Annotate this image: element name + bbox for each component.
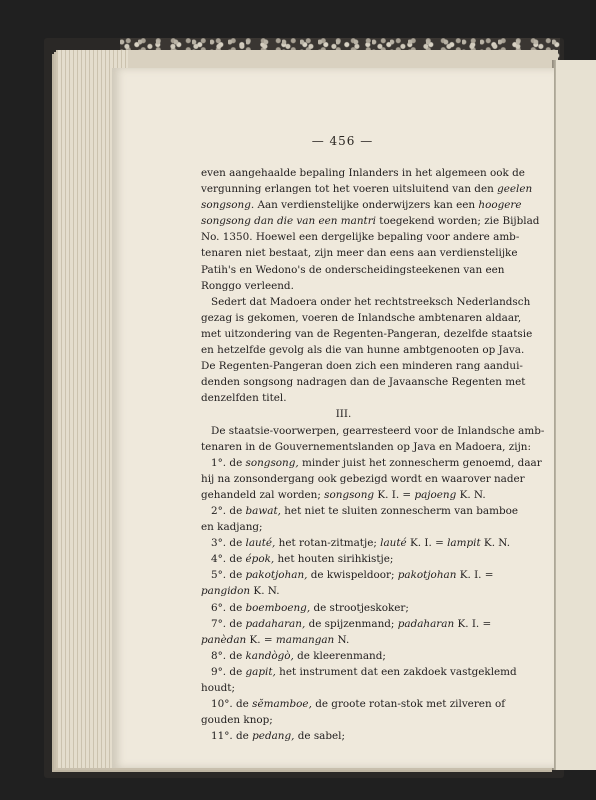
text-run: Ronggo verleend. [201, 279, 294, 292]
italic-term: songsong [324, 488, 375, 501]
italic-term: lauté [380, 537, 407, 550]
italic-term: pedang, [252, 730, 295, 743]
text-run: K. = [246, 633, 276, 646]
text-run: de spijzenmand; [305, 617, 398, 630]
text-run: gouden knop; [201, 714, 273, 727]
italic-term: lampit [447, 537, 481, 550]
text-run: met uitzondering van de Regenten-Pangeran, dezelfde staatsie [201, 327, 533, 340]
text-run: de groote rotan-stok met zilveren of [311, 698, 506, 711]
text-line [201, 439, 531, 455]
text-line [201, 600, 486, 616]
italic-term: songsong, [245, 456, 299, 469]
italic-term: sĕmamboe, [252, 698, 312, 711]
text-run: en kadjang; [201, 521, 263, 534]
text-run: gezag is gekomen, voeren de Inlandsche ambtenaren aldaar, [201, 311, 522, 324]
text-line [201, 294, 531, 310]
text-line [201, 374, 526, 390]
text-run: 1°. de [211, 456, 246, 469]
text-run: denzelfden titel. [201, 392, 287, 405]
text-line [201, 535, 511, 551]
italic-term: pangidon [201, 585, 251, 598]
text-run: tenaren in de Gouvernementslanden op Java en Madoera, zijn: [201, 440, 531, 453]
text-line [201, 503, 519, 519]
text-run: 11°. de [211, 730, 253, 743]
text-run: de strootjeskoker; [310, 601, 409, 614]
text-run: het instrument dat een zakdoek vastgeklemd [275, 665, 517, 678]
text-run: 10°. de [211, 698, 253, 711]
italic-term: pajoeng [414, 488, 457, 501]
text-run: minder juist het zonnescherm genoemd, daar [298, 456, 542, 469]
text-run: K. I. = [406, 537, 448, 550]
text-run: III. [335, 408, 352, 421]
italic-term: songsong. [201, 199, 255, 212]
italic-term: boemboeng, [245, 601, 311, 614]
italic-term: panèdan [201, 633, 247, 646]
text-run: tenaren niet bestaat, zijn meer dan eens aan verdienstelijke [201, 247, 518, 260]
text-run: Aan verdienstelijke onderwijzers kan een [254, 199, 479, 212]
text-run: 6°. de [211, 601, 246, 614]
text-line [201, 406, 486, 422]
text-line [201, 455, 542, 471]
text-line [201, 278, 486, 294]
text-run: 9°. de [211, 665, 246, 678]
italic-term: gapit, [245, 665, 276, 678]
text-line [201, 519, 486, 535]
text-line [201, 197, 522, 213]
italic-term: padaharan, [245, 617, 306, 630]
italic-term: kandògò, [245, 649, 294, 662]
text-line [201, 358, 523, 374]
text-run: toegekend worden; zie Bijblad [376, 215, 540, 228]
facing-page [556, 60, 596, 770]
text-line [201, 664, 517, 680]
text-run: houdt; [201, 682, 235, 694]
text-line [201, 262, 505, 278]
text-run: hij na zonsondergang ook gebezigd wordt en waarover nader [201, 472, 525, 485]
text-run: Sedert dat Madoera onder het rechtstreeksch Nederlandsch [211, 295, 531, 308]
text-line [201, 326, 533, 342]
text-run: gehandeld zal worden; [201, 488, 325, 501]
italic-term: pakotjohan [397, 569, 457, 582]
text-run: K. N. [480, 537, 511, 550]
text-run: denden songsong nadragen dan de Javaansche Regenten met [201, 376, 526, 389]
text-run: even aangehaalde bepaling Inlanders in het algemeen ook de [201, 167, 525, 179]
text-line [201, 696, 506, 712]
text-line [201, 245, 518, 261]
text-line [201, 680, 486, 696]
text-line [201, 213, 540, 229]
text-run: 7°. de [211, 617, 246, 630]
text-line [201, 567, 494, 583]
text-run: het niet te sluiten zonnescherm van bamboe [280, 504, 519, 517]
italic-term: bawat, [245, 504, 281, 517]
italic-term: padaharan [397, 617, 455, 630]
text-run: de kleerenmand; [293, 649, 386, 662]
text-line [201, 342, 525, 358]
text-line [201, 390, 486, 406]
text-run: K. N. [456, 488, 486, 501]
text-run: Patih's en Wedono's de onderscheidingsteekenen van een [201, 263, 505, 276]
text-line [201, 728, 486, 744]
text-line [201, 551, 486, 567]
text-run: 4°. de [211, 553, 246, 566]
text-line [201, 616, 492, 632]
text-line [201, 471, 525, 487]
text-run: De staatsie-voorwerpen, gearresteerd voor de Inlandsche amb- [211, 424, 545, 437]
italic-term: épok, [245, 553, 275, 566]
text-run: het houten sirihkistje; [274, 553, 394, 566]
text-line [201, 310, 522, 326]
italic-term: hoogere [478, 199, 522, 212]
text-run: K. I. = [374, 488, 415, 501]
text-run: K. N. [250, 585, 280, 598]
text-line [201, 712, 486, 728]
italic-term: lauté, [245, 537, 276, 550]
text-line [201, 181, 533, 197]
italic-term: geelen [497, 183, 533, 196]
italic-term: songsong dan die van een mantri [201, 215, 376, 228]
text-line [201, 632, 486, 648]
text-run: No. 1350. Hoewel een dergelijke bepaling voor andere amb- [201, 231, 520, 244]
page-text [201, 165, 545, 744]
page-number: — 456 — [311, 134, 374, 148]
text-run: en hetzelfde gevolg als die van hunne ambtgenooten op Java. [201, 344, 525, 357]
text-run: K. I. = [454, 617, 492, 630]
text-run: 5°. de [211, 569, 246, 582]
text-line [201, 165, 525, 181]
text-run: 2°. de [211, 504, 246, 517]
text-run: K. I. = [456, 569, 494, 582]
text-run: de sabel; [294, 730, 345, 743]
italic-term: pakotjohan, [245, 569, 308, 582]
text-line [201, 229, 520, 245]
text-run: 3°. de [211, 537, 246, 550]
text-run: vergunning erlangen tot het voeren uitsluitend van den [201, 183, 498, 196]
text-run: N. [334, 633, 350, 646]
text-run: 8°. de [211, 649, 246, 662]
text-line [201, 487, 486, 503]
text-line [201, 648, 486, 664]
text-line [201, 423, 545, 439]
text-run: de kwispeldoor; [307, 569, 398, 582]
italic-term: mamangan [275, 633, 335, 646]
text-line [201, 583, 486, 599]
text-run: het rotan-zitmatje; [275, 537, 381, 550]
text-run: De Regenten-Pangeran doen zich een minderen rang aandui- [201, 360, 523, 373]
